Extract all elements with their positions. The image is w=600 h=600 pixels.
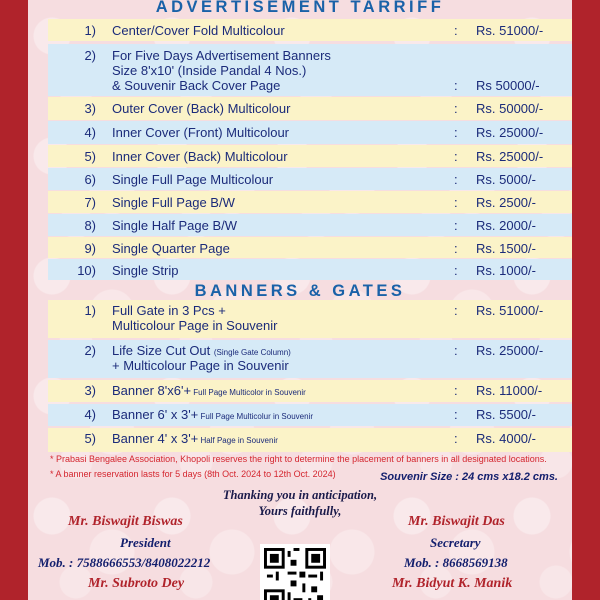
treasurer-name: Mr. Bidyut K. Manik <box>392 576 513 591</box>
row-main-text: Life Size Cut Out <box>112 343 214 358</box>
row-number: 7) <box>84 195 96 210</box>
row-description-line2: + Multicolour Page in Souvenir <box>112 358 289 373</box>
banner-row <box>48 300 572 338</box>
row-price: Rs. 11000/- <box>476 383 543 398</box>
tariff-sheet <box>28 0 572 600</box>
row-description: Inner Cover (Back) Multicolour <box>112 149 288 164</box>
row-small-text: Full Page Multicolor in Souvenir <box>191 388 306 397</box>
row-main-text: Banner 4' x 3'+ <box>112 431 199 446</box>
vice-president-name: Mr. Subroto Dey <box>88 576 185 591</box>
secretary-role: Secretary <box>430 535 481 550</box>
advertisement-row <box>48 191 572 213</box>
row-description-line2: Multicolour Page in Souvenir <box>112 318 278 333</box>
president-mobile: Mob. : 7588666553/8408022212 <box>38 555 211 570</box>
row-main-text: Banner 8'x6'+ <box>112 383 192 398</box>
row-number: 4) <box>84 407 96 422</box>
row-description <box>112 383 434 400</box>
row-small-text: Full Page Multicolur in Souvenir <box>198 412 313 421</box>
row-price: Rs. 4000/- <box>476 431 536 446</box>
advertisement-row <box>48 168 572 190</box>
advertisement-row <box>48 237 572 258</box>
row-description: & Souvenir Back Cover Page <box>112 78 281 93</box>
row-price: Rs. 1000/- <box>476 263 536 278</box>
row-description: Single Full Page Multicolour <box>112 172 274 187</box>
advertisement-row <box>48 145 572 167</box>
advertisement-row <box>48 259 572 280</box>
row-description: Inner Cover (Front) Multicolour <box>112 125 289 140</box>
qr-code-icon <box>264 548 326 600</box>
row-main-text: Banner 6' x 3'+ <box>112 407 199 422</box>
row-colon: : <box>454 101 458 116</box>
row-number: 9) <box>84 241 96 256</box>
row-price: Rs. 5500/- <box>476 407 536 422</box>
row-colon: : <box>454 23 458 38</box>
row-colon: : <box>454 125 458 140</box>
row-colon: : <box>454 218 458 233</box>
row-price: Rs. 51000/- <box>476 303 544 318</box>
row-description: Single Half Page B/W <box>112 218 238 233</box>
row-description: Single Full Page B/W <box>112 195 235 210</box>
row-colon: : <box>454 431 458 446</box>
row-description: Size 8'x10' (Inside Pandal 4 Nos.) <box>112 63 307 78</box>
row-price: Rs. 50000/- <box>476 101 544 116</box>
row-number: 2) <box>84 48 96 63</box>
row-description: Single Strip <box>112 263 179 278</box>
row-number: 3) <box>84 383 96 398</box>
banner-row <box>48 428 572 452</box>
row-colon: : <box>454 195 458 210</box>
banner-row <box>48 380 572 402</box>
row-colon: : <box>454 263 458 278</box>
row-colon: : <box>454 172 458 187</box>
advertisement-row <box>48 214 572 236</box>
secretary-mobile: Mob. : 8668569138 <box>404 555 508 570</box>
row-description <box>112 407 434 424</box>
row-number: 1) <box>84 303 96 318</box>
thanks-text: Thanking you in anticipation, <box>222 488 378 502</box>
row-price: Rs 50000/- <box>476 78 540 93</box>
advertisement-row <box>48 19 572 41</box>
row-description: Outer Cover (Back) Multicolour <box>112 101 291 116</box>
placement-note: * Prabasi Bengalee Association, Khopoli reserves the right to determine the placement of banners in all designated locations. <box>50 454 547 464</box>
banner-row <box>48 404 572 426</box>
banners-title: BANNERS & GATES <box>194 282 406 300</box>
row-colon: : <box>454 407 458 422</box>
souvenir-size: Souvenir Size : 24 cms x18.2 cms. <box>380 471 558 483</box>
row-description: Single Quarter Page <box>112 241 230 256</box>
row-colon: : <box>454 303 458 318</box>
row-number: 8) <box>84 218 96 233</box>
advertisement-title: ADVERTISEMENT TARRIFF <box>155 0 445 16</box>
row-number: 5) <box>84 149 96 164</box>
row-description: For Five Days Advertisement Banners <box>112 48 331 63</box>
row-price: Rs. 2500/- <box>476 195 536 210</box>
advertisement-row <box>48 44 572 96</box>
row-colon: : <box>454 78 458 93</box>
advertisement-row <box>48 121 572 144</box>
president-role: President <box>120 535 171 550</box>
row-colon: : <box>454 383 458 398</box>
row-price: Rs. 1500/- <box>476 241 536 256</box>
row-description <box>112 431 434 448</box>
row-main-text: Full Gate in 3 Pcs + <box>112 303 226 318</box>
row-number: 2) <box>84 343 96 358</box>
row-number: 4) <box>84 125 96 140</box>
row-colon: : <box>454 241 458 256</box>
row-price: Rs. 25000/- <box>476 149 544 164</box>
row-number: 3) <box>84 101 96 116</box>
reservation-note: * A banner reservation lasts for 5 days (8th Oct. 2024 to 12th Oct. 2024) <box>50 469 336 479</box>
row-number: 1) <box>84 23 96 38</box>
row-small-text: Half Page in Souvenir <box>198 436 278 445</box>
row-price: Rs. 25000/- <box>476 125 544 140</box>
row-price: Rs. 5000/- <box>476 172 536 187</box>
row-number: 6) <box>84 172 96 187</box>
row-price: Rs. 25000/- <box>476 343 544 358</box>
banner-row <box>48 340 572 378</box>
row-description: Center/Cover Fold Multicolour <box>112 23 285 38</box>
row-colon: : <box>454 343 458 358</box>
row-colon: : <box>454 149 458 164</box>
row-price: Rs. 51000/- <box>476 23 544 38</box>
yours-faithfully: Yours faithfully, <box>258 504 342 518</box>
secretary-name: Mr. Biswajit Das <box>408 514 505 529</box>
president-name: Mr. Biswajit Biswas <box>68 514 183 529</box>
row-small-text: (Single Gate Column) <box>213 348 291 357</box>
row-number: 10) <box>77 263 96 278</box>
advertisement-row <box>48 97 572 120</box>
qr-code[interactable] <box>260 544 330 600</box>
row-price: Rs. 2000/- <box>476 218 536 233</box>
row-number: 5) <box>84 431 96 446</box>
